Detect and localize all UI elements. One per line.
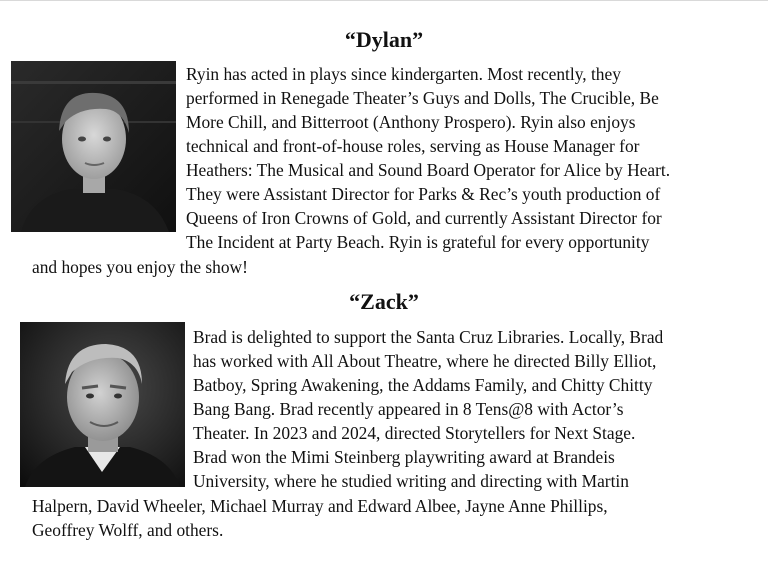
bio-2-line-1: Brad is delighted to support the Santa Cruz Libraries. Locally, Brad (193, 327, 664, 347)
bio-1-line-2: performed in Renegade Theater’s Guys and Dolls, The Crucible, Be (186, 88, 659, 108)
bio-1-line-3: More Chill, and Bitterroot (Anthony Prospero). Ryin also enjoys (186, 112, 636, 132)
bio-2-line-6: Brad won the Mimi Steinberg playwriting award at Brandeis (193, 447, 615, 467)
bio-2-role-heading: “Zack” (349, 289, 419, 314)
portrait-photo-icon (11, 61, 176, 232)
bio-1-role-heading: “Dylan” (344, 27, 424, 52)
bio-2-line-9: Geoffrey Wolff, and others. (32, 520, 224, 540)
bio-2-line-7: University, where he studied writing and directing with Martin (193, 471, 629, 491)
bio-1-line-7: Queens of Iron Crowns of Gold, and currently Assistant Director for (186, 208, 662, 228)
bio-1-line-8: The Incident at Party Beach. Ryin is grateful for every opportunity (186, 232, 650, 252)
bio-2-line-2: has worked with All About Theatre, where he directed Billy Elliot, (193, 351, 657, 371)
bio-1-portrait-photo (11, 61, 176, 232)
bio-2-line-5: Theater. In 2023 and 2024, directed Storytellers for Next Stage. (193, 423, 636, 443)
bio-2-portrait-photo (20, 322, 185, 487)
bio-2-line-8: Halpern, David Wheeler, Michael Murray and Edward Albee, Jayne Anne Phillips, (32, 496, 608, 516)
bio-2-line-4: Bang Bang. Brad recently appeared in 8 Tens@8 with Actor’s (193, 399, 624, 419)
bio-2-line-3: Batboy, Spring Awakening, the Addams Family, and Chitty Chitty (193, 375, 653, 395)
bio-1-line-6: They were Assistant Director for Parks & Rec’s youth production of (186, 184, 661, 204)
top-border (0, 0, 768, 1)
portrait-photo-icon (20, 322, 185, 487)
bio-1-line-9: and hopes you enjoy the show! (32, 257, 248, 277)
bio-1-line-1: Ryin has acted in plays since kindergarten. Most recently, they (186, 64, 621, 84)
bio-1-line-4: technical and front-of-house roles, serving as House Manager for (186, 136, 640, 156)
bio-1-line-5: Heathers: The Musical and Sound Board Operator for Alice by Heart. (186, 160, 671, 180)
